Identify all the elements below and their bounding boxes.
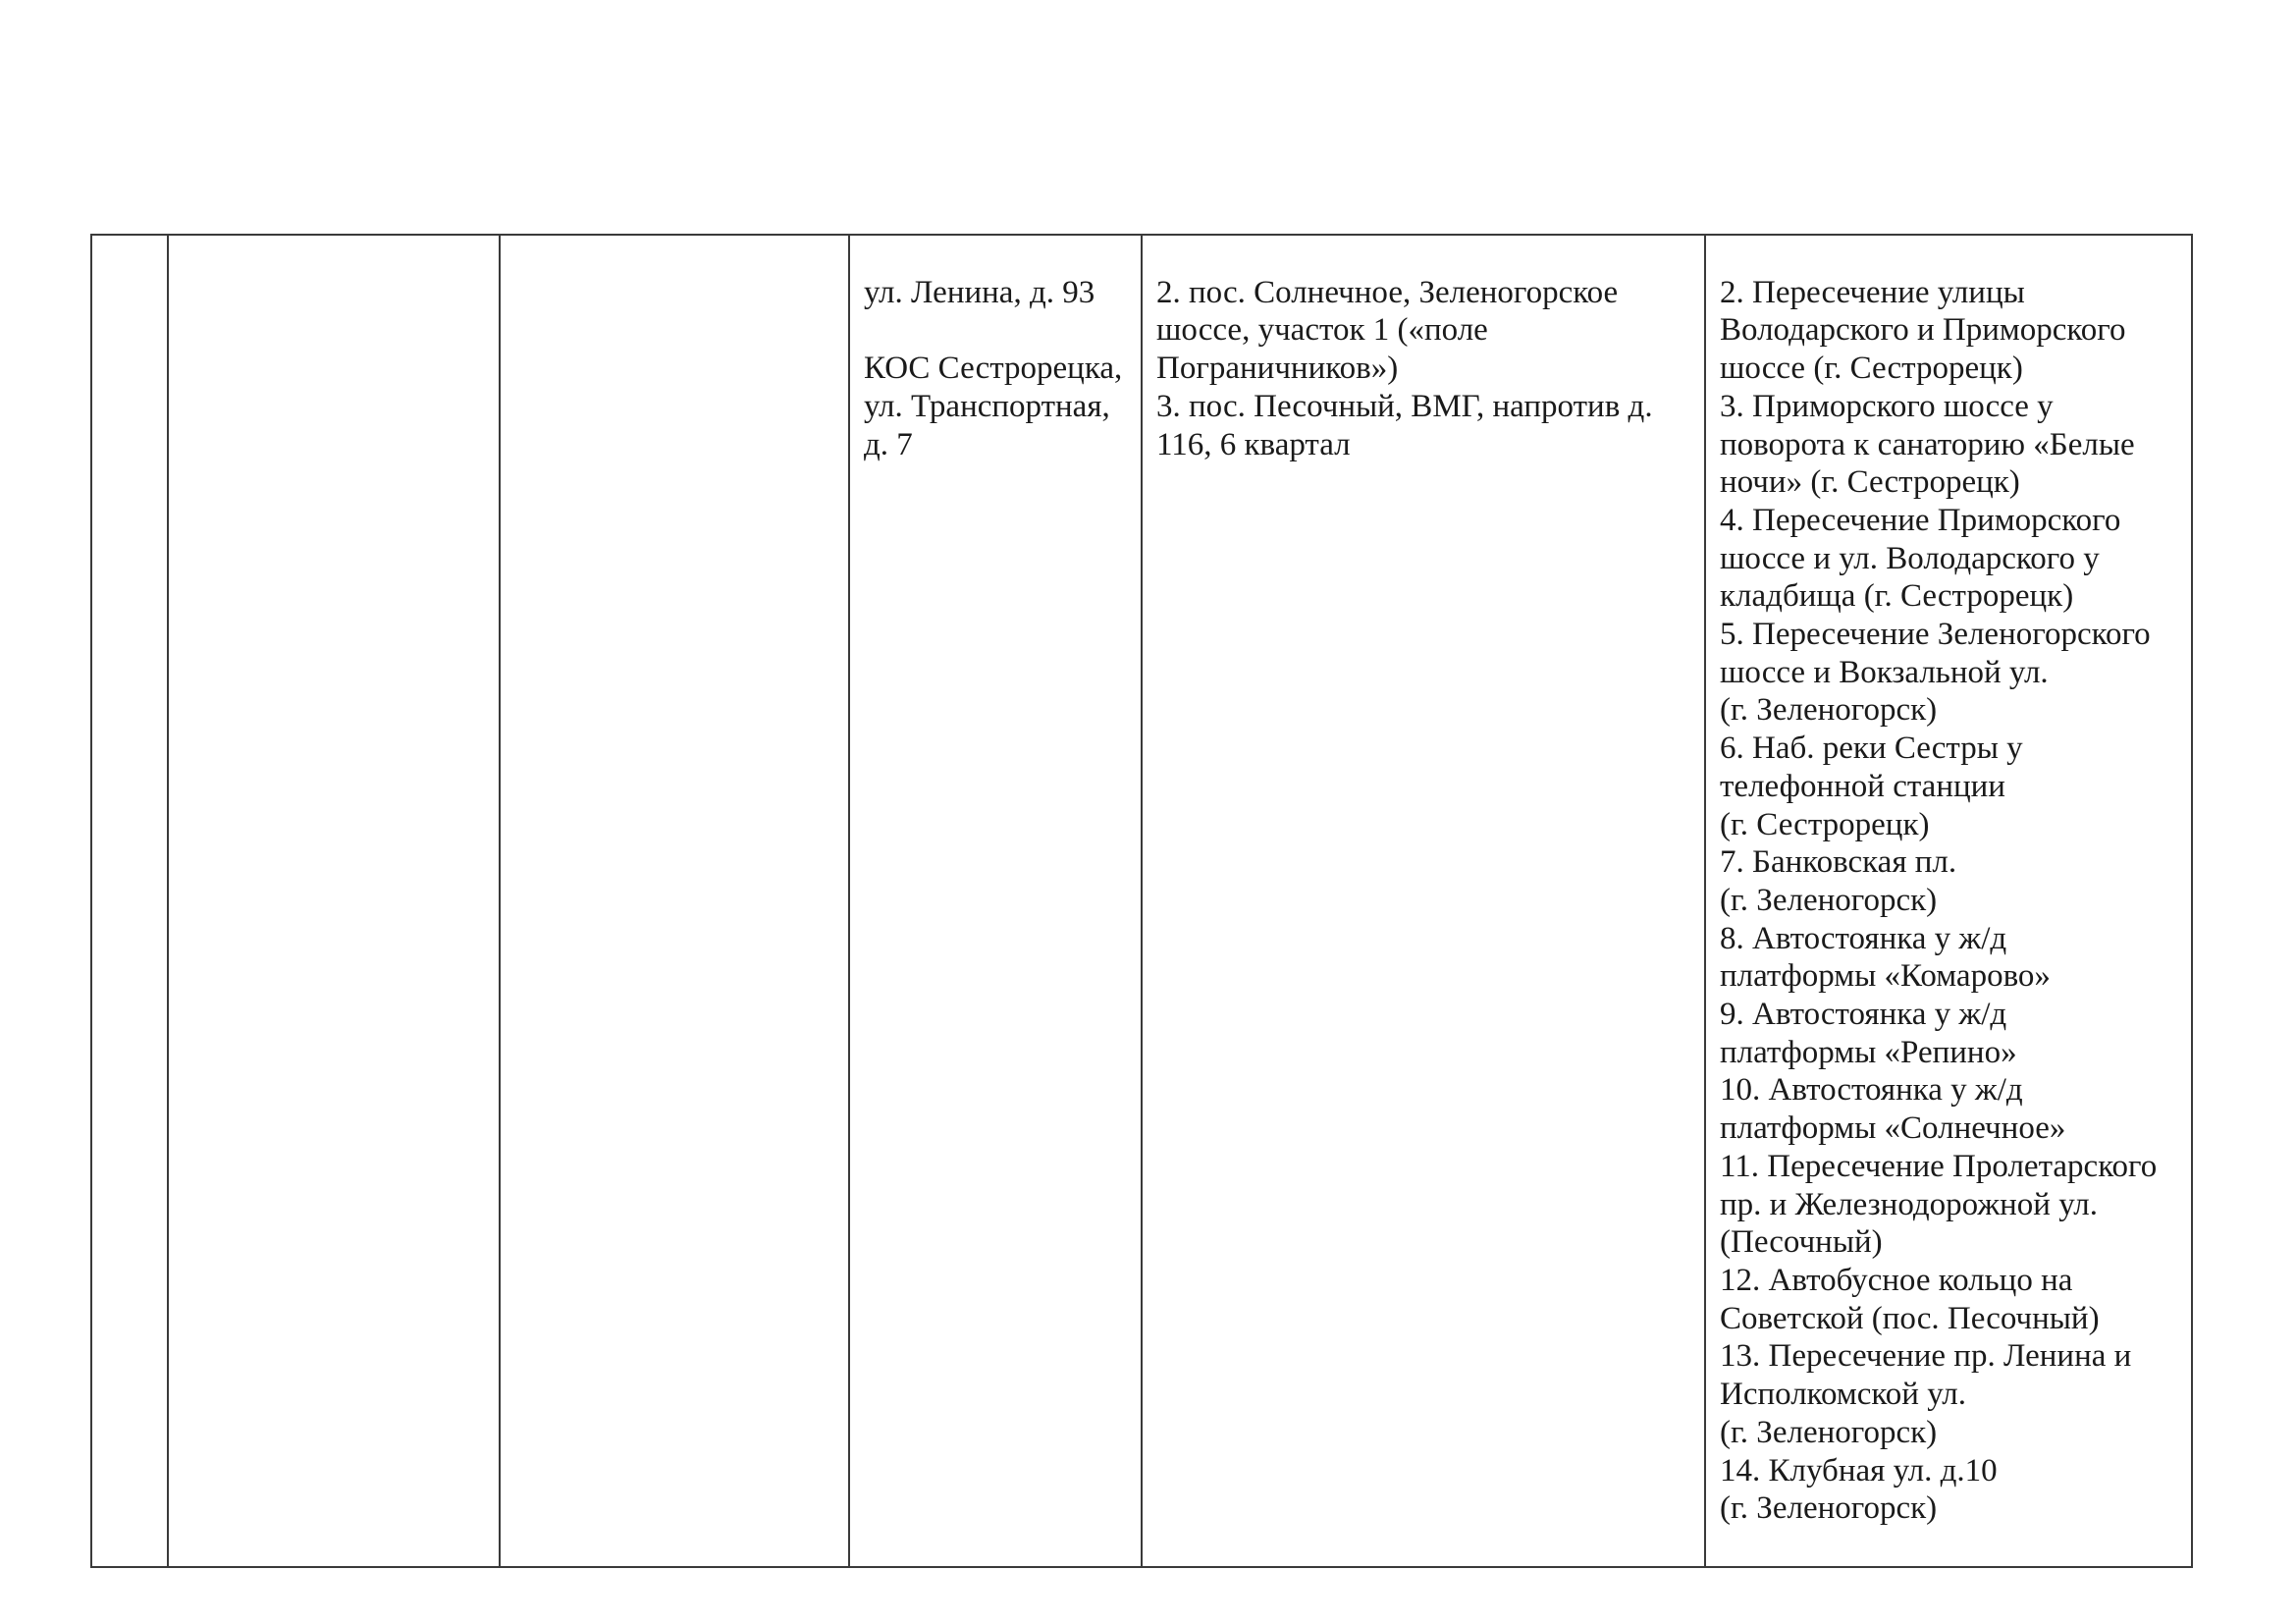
cell-locations-text: 2. Пересечение улицы Володарского и Приморского шоссе (г. Сестрорецк) 3. Приморского шоссе у поворота к санаторию «Белые ночи» (г. Сестрорецк) 4. Пересечение Приморского шоссе и ул. Володарского у кладбища (г. Сестрорецк) 5. Пересечение Зеленогорского шоссе и Вокзальной ул. (г. Зеленогорск) 6. Наб. реки Сестры у телефонной станции (г. Сестрорецк) 7. Банковская пл. (г. Зеленогорск) 8. Автостоянка у ж/д платформы «Комарово» 9. Автостоянка у ж/д платформы «Репино» 10. Автостоянка у ж/д платформы «Солнечное» 11. Пересечение Пролетарского пр. и Железнодорожной ул. (Песочный) 12. Автобусное кольцо на Советской (пос. Песочный) 13. Пересечение пр. Ленина и Исполкомской ул. (г. Зеленогорск) 14. Клубная ул. д.10 (г. Зеленогорск) (1720, 274, 2158, 1527)
data-table (90, 234, 2193, 1568)
cell-sites (1142, 235, 1705, 1567)
table-row (91, 235, 2192, 1567)
cell-organization (500, 235, 849, 1567)
cell-address (849, 235, 1142, 1567)
cell-address-text: ул. Ленина, д. 93 КОС Сестрорецка, ул. Транспортная, д. 7 (864, 274, 1123, 462)
cell-number (91, 235, 168, 1567)
cell-sites-text: 2. пос. Солнечное, Зеленогорское шоссе, участок 1 («поле Пограничников») 3. пос. Песочный, ВМГ, напротив д. 116, 6 квартал (1156, 274, 1653, 462)
cell-district (168, 235, 500, 1567)
cell-locations (1705, 235, 2192, 1567)
